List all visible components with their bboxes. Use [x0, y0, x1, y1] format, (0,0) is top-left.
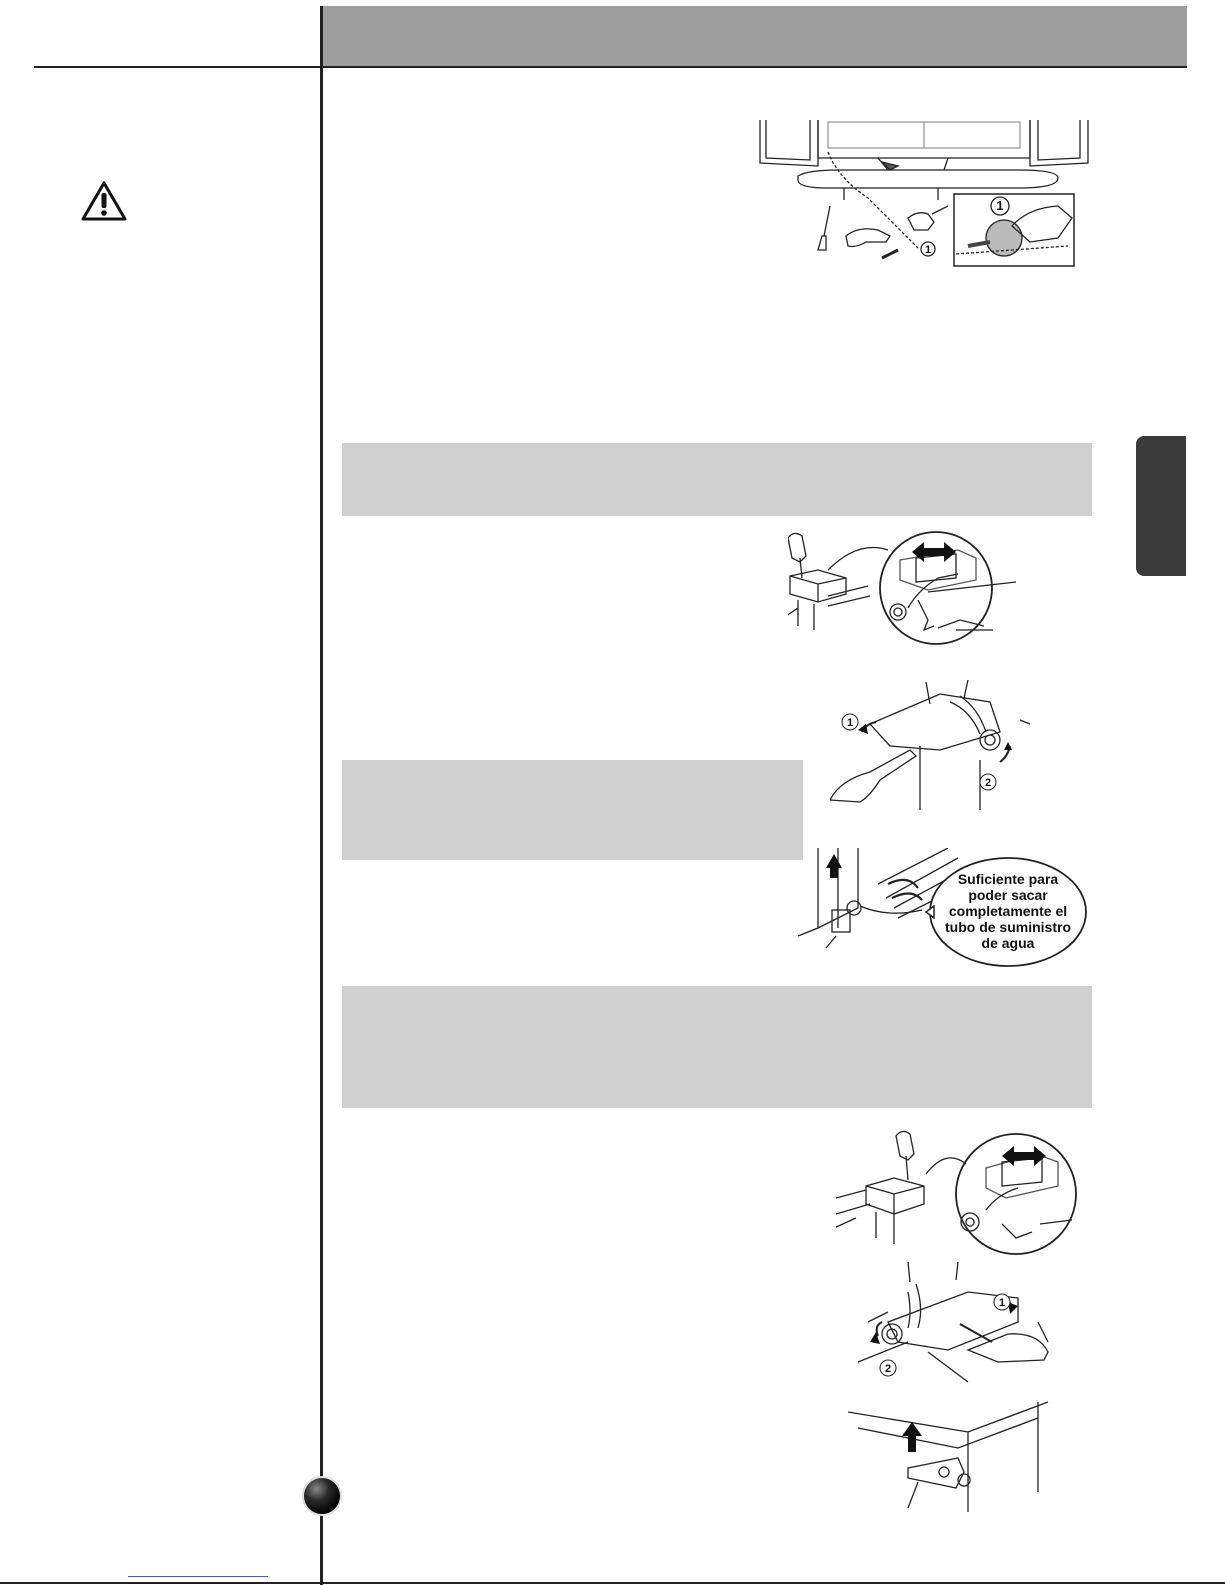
- section-tab: [1136, 436, 1186, 576]
- note-panel-2: [342, 760, 803, 860]
- page-number-bullet: [302, 1476, 342, 1516]
- marker-1-inset: 1: [996, 198, 1004, 213]
- illustration-water-tube: [798, 848, 1090, 970]
- marker-1-reattach: 1: [998, 1297, 1006, 1309]
- warning-triangle-icon: [80, 180, 128, 222]
- illustration-cover-removal: [758, 118, 1090, 270]
- margin-divider: [320, 6, 323, 1585]
- callout-line-1: Suficiente para: [957, 871, 1059, 887]
- marker-2-lift: 2: [984, 777, 992, 789]
- marker-1-main: 1: [924, 244, 932, 256]
- note-panel-1: [342, 443, 1092, 516]
- header-rule: [34, 66, 1187, 68]
- illustration-reinstall-cover: [836, 1128, 1092, 1268]
- callout-line-4: tubo de suministro: [945, 919, 1071, 935]
- header-bar: [323, 6, 1187, 66]
- illustration-reattach-hinge: [848, 1262, 1068, 1520]
- callout-line-2: poder sacar: [968, 887, 1048, 903]
- illustration-hinge-lift: [830, 680, 1030, 820]
- illustration-hinge-cover: [788, 530, 1033, 660]
- callout-line-5: de agua: [981, 935, 1035, 951]
- note-panel-3: [342, 986, 1092, 1108]
- footer-link-underline: [128, 1576, 268, 1577]
- footer-rule: [0, 1582, 1225, 1584]
- callout-line-3: completamente el: [948, 903, 1068, 919]
- marker-2-reattach: 2: [884, 1363, 892, 1375]
- marker-1-lift: 1: [846, 717, 854, 729]
